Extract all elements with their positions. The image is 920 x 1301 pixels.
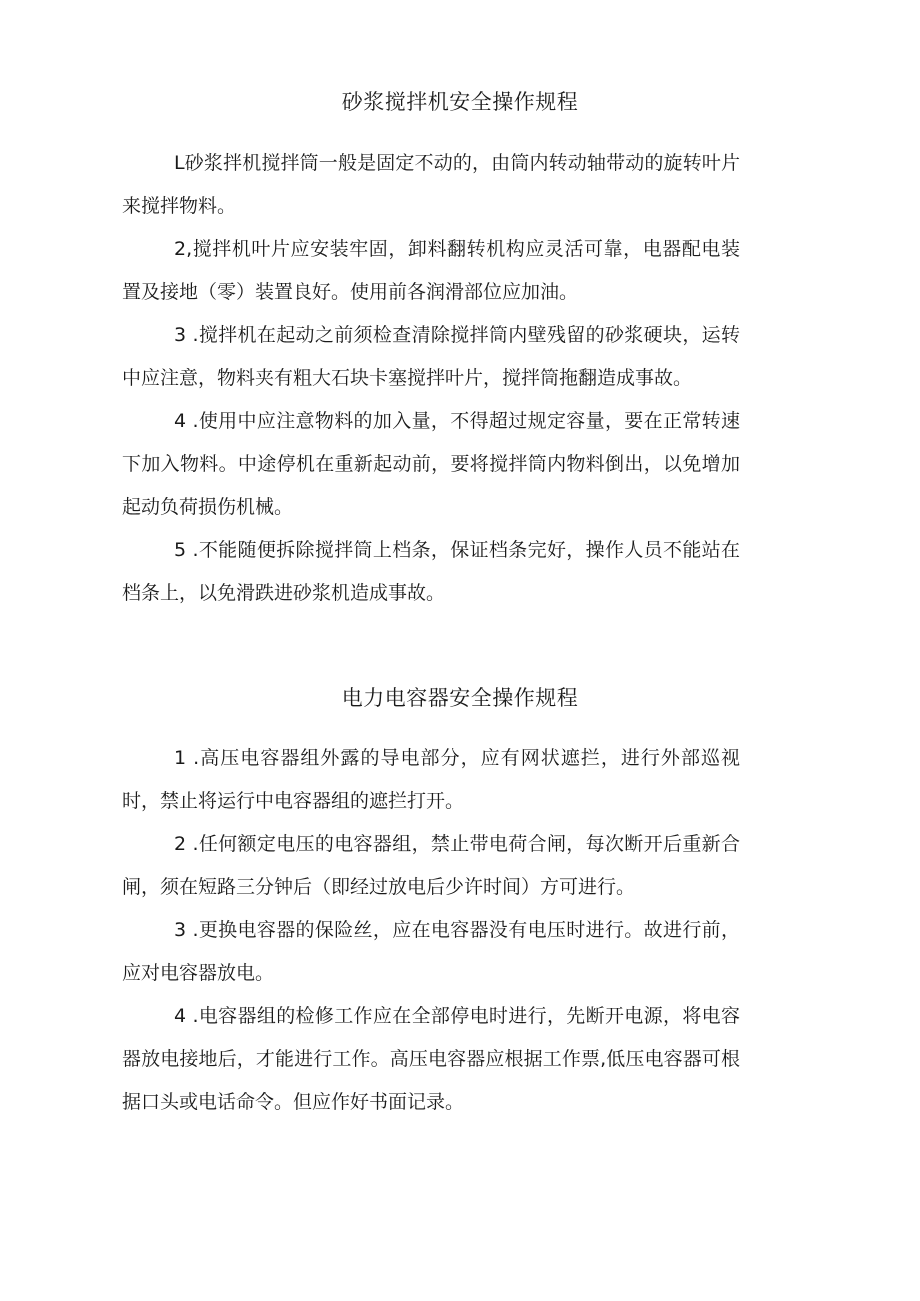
paragraph: 3 .更换电容器的保险丝，应在电容器没有电压时进行。故进行前，应对电容器放电。: [122, 919, 740, 984]
section-title-power-capacitor: 电力电容器安全操作规程: [341, 686, 579, 710]
paragraph: 4 .电容器组的检修工作应在全部停电时进行，先断开电源，将电容器放电接地后，才能进行工作。高压电容器应根据工作票,低压电容器可根据口头或电话命令。但应作好书面记录。: [122, 1005, 740, 1113]
paragraph: 2,搅拌机叶片应安装牢固，卸料翻转机构应灵活可靠，电器配电装置及接地（零）装置良好。使用前各润滑部位应加油。: [122, 238, 740, 303]
paragraph: 1 .高压电容器组外露的导电部分，应有网状遮拦，进行外部巡视时，禁止将运行中电容器组的遮拦打开。: [122, 747, 740, 812]
section-mortar-mixer: [122, 142, 740, 615]
paragraph: 4 .使用中应注意物料的加入量，不得超过规定容量，要在正常转速下加入物料。中途停机在重新起动前，要将搅拌筒内物料倒出，以免增加起动负荷损伤机械。: [122, 410, 740, 518]
section-title-mortar-mixer: 砂浆搅拌机安全操作规程: [341, 90, 579, 114]
paragraph: 2 .任何额定电压的电容器组，禁止带电荷合闸，每次断开后重新合闸，须在短路三分钟后（即经过放电后少许时间）方可进行。: [122, 833, 740, 898]
paragraph: 3 .搅拌机在起动之前须检查清除搅拌筒内壁残留的砂浆硬块，运转中应注意，物料夹有粗大石块卡塞搅拌叶片，搅拌筒拖翻造成事故。: [122, 324, 740, 389]
paragraph: L砂浆拌机搅拌筒一般是固定不动的，由筒内转动轴带动的旋转叶片来搅拌物料。: [122, 152, 740, 217]
section-power-capacitor: [122, 737, 740, 1124]
paragraph: 5 .不能随便拆除搅拌筒上档条，保证档条完好，操作人员不能站在档条上，以免滑跌进砂浆机造成事故。: [122, 539, 740, 604]
